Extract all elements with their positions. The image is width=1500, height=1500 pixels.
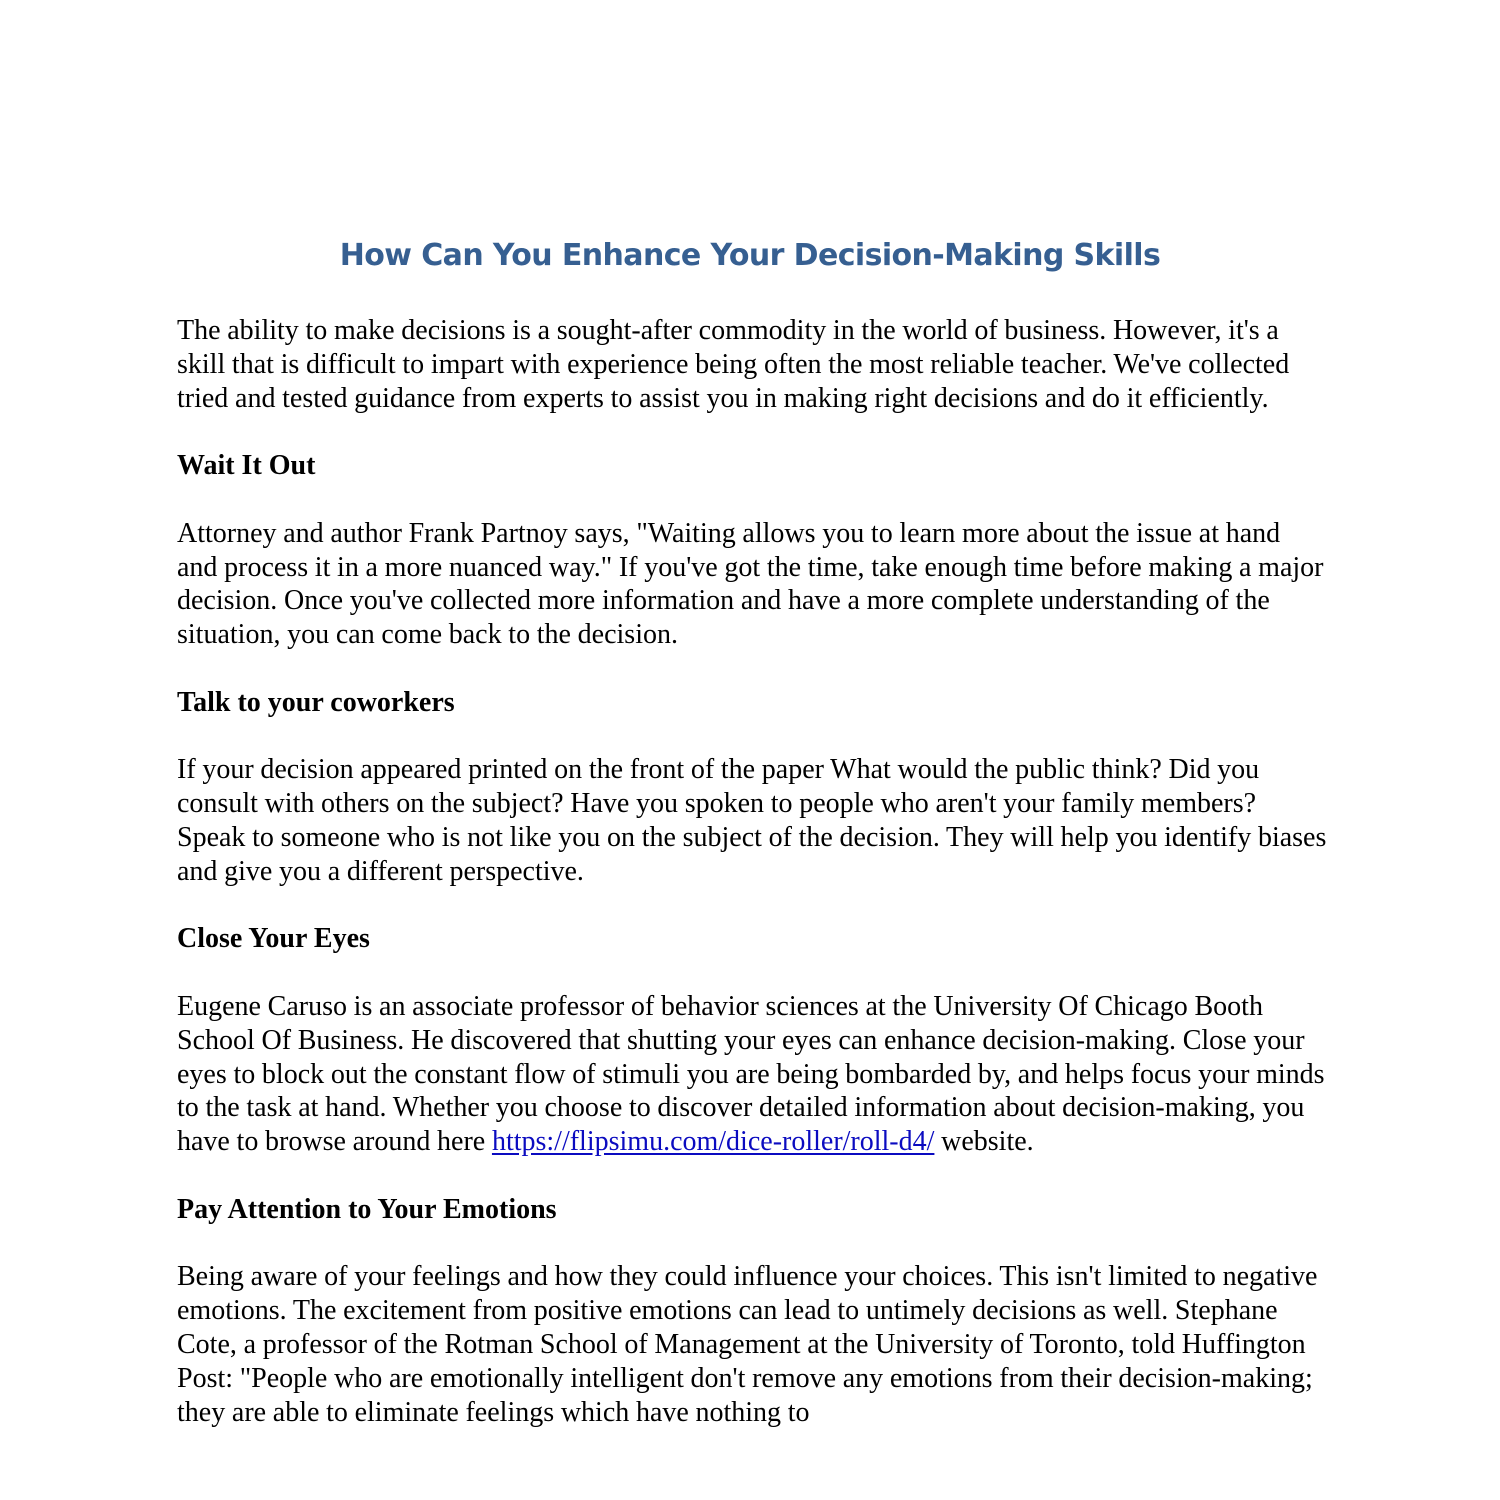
dice-roller-link[interactable]: https://flipsimu.com/dice-roller/roll-d4/ [491,1126,935,1158]
section-body-wait-it-out: Attorney and author Frank Partnoy says, "Waiting allows you to learn more about the issue at hand and process it in a more nuanced way." If you've got the time, take enough time before making a major decision. Once you've collected more information and have a more complete understanding of the situation, you can come back to the decision. [177,517,1324,651]
section-body-close-your-eyes [177,990,1327,1159]
intro-paragraph: The ability to make decisions is a sought-after commodity in the world of business. However, it's a skill that is difficult to impart with experience being often the most reliable teacher. We've collected tried and tested guidance from experts to assist you in making right decisions and do it efficiently. [177,315,1290,414]
document-title: How Can You Enhance Your Decision-Making Skills [339,238,1161,273]
document-body [177,314,1327,1463]
section-heading-wait-it-out: Wait It Out [177,450,316,482]
section-body-text-after-link: website. [934,1126,1034,1158]
section-body-talk-to-coworkers: If your decision appeared printed on the front of the paper What would the public think? Did you consult with others on the subject? Have you spoken to people who aren't your family members? Speak to someone who is not like you on the subject of the decision. They will help you identify biases and give you a different perspective. [177,754,1327,887]
section-body-pay-attention-emotions: Being aware of your feelings and how they could influence your choices. This isn't limited to negative emotions. The excitement from positive emotions can lead to untimely decisions as well. Stephane Cote, a professor of the Rotman School of Management at the University of Toronto, told Huffington Post: "People who are emotionally intelligent don't remove any emotions from their decision-making; they are able to eliminate feelings which have nothing to [177,1261,1318,1428]
section-heading-close-your-eyes: Close Your Eyes [177,923,370,955]
section-body-text: Eugene Caruso is an associate professor of behavior sciences at the University Of Chicago Booth School Of Business. He discovered that shutting your eyes can enhance decision-making. Close your eyes to block out the constant flow of stimuli you are being bombarded by, and helps focus your minds to the task at hand. Whether you choose to discover detailed information about decision-making, you have to browse around here [177,990,1325,1158]
section-heading-talk-to-coworkers: Talk to your coworkers [177,686,455,718]
section-heading-pay-attention-emotions: Pay Attention to Your Emotions [177,1193,557,1225]
